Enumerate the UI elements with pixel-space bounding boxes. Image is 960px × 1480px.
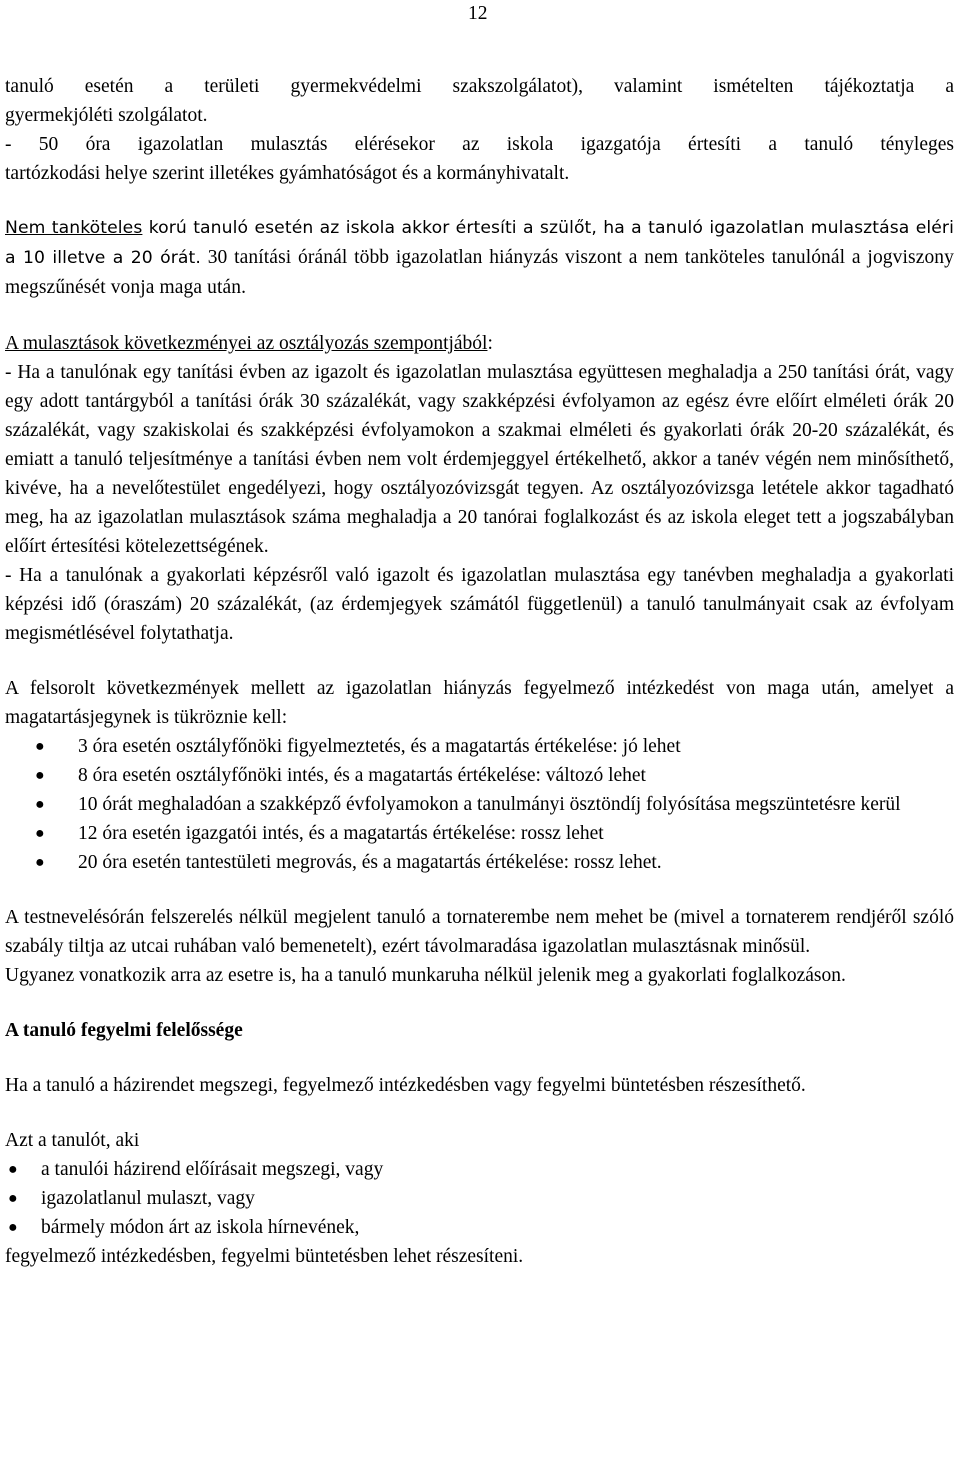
- list-item-text: 8 óra esetén osztályfőnöki intés, és a magatartás értékelése: változó lehet: [78, 765, 646, 786]
- list-item-text: bármely módon árt az iskola hírnevének,: [41, 1217, 360, 1238]
- bullet-icon: ●: [35, 854, 45, 871]
- pe-paragraph-1: A testnevelésórán felszerelés nélkül megjelent tanuló a tornaterembe nem mehet be (mivel a tornaterem rendjéről szóló szabály tiltja az utcai ruhában való bemenetelt), ezért távolmaradása igazolatlan mulasztásnak minősül.: [5, 907, 954, 957]
- text-line: tartózkodási helye szerint illetékes gyámhatóságot és a kormányhivatalt.: [5, 163, 570, 184]
- consequences-paragraph-2: - Ha a tanulónak a gyakorlati képzésről való igazolt és igazolatlan mulasztása egy tanévben meghaladja a gyakorlati képzési idő (óraszám) 20 százalékát, (az érdemjegyek számától függetlenül) a tanuló tanulmányait csak az évfolyam megismétlésével folytathatja.: [5, 565, 954, 644]
- top-paragraph: [5, 72, 954, 188]
- pe-paragraph-2: Ugyanez vonatkozik arra az esetre is, ha a tanuló munkaruha nélkül jelenik meg a gyakorlati foglalkozáson.: [5, 965, 846, 986]
- text-line: tanuló esetén a területi gyermekvédelmi szakszolgálatot), valamint ismételten tájékoztatja a: [5, 76, 954, 97]
- section-heading-underlined: A mulasztások következményei az osztályozás szempontjából: [5, 333, 488, 354]
- non-compulsory-paragraph: [5, 214, 954, 303]
- list-item-text: 3 óra esetén osztályfőnöki figyelmeztetés, és a magatartás értékelése: jó lehet: [78, 736, 681, 757]
- list-item-text: a tanulói házirend előírásait megszegi, vagy: [41, 1159, 384, 1180]
- bullet-icon: ●: [8, 1219, 18, 1236]
- consequences-paragraph-1: - Ha a tanulónak egy tanítási évben az igazolt és igazolatlan mulasztása együttesen meghaladja a 250 tanítási órát, vagy egy adott tantárgyból a tanítási órák 30 százalékát, vagy szakképzési évfolyamon az egész évre előírt elméleti órák 20 százalékát, vagy szakiskolai és szakképzési évfolyamokon a szakmai elméleti és gyakorlati órák 20-20 százalékát, és emiatt a tanuló teljesítménye a tanítási évben nem volt érdemjeggyel értékelhető, akkor a tanév végén nem minősíthető, kivéve, ha a nevelőtestület engedélyezi, hogy osztályozóvizsgát tegyen. Az osztályozóvizsga letétele akkor tagadható meg, ha az igazolatlan mulasztások száma meghaladja a 20 tanórai foglalkozást és az iskola eleget tett a jogszabályban előírt értesítési kötelezettségének.: [5, 362, 954, 557]
- consequences-heading-line: [5, 329, 954, 358]
- responsibility-intro: Azt a tanulót, aki: [5, 1130, 140, 1151]
- document-body: [5, 72, 954, 1271]
- list-item: [5, 790, 954, 819]
- page-number: 12: [468, 3, 488, 24]
- list-item: [5, 819, 954, 848]
- list-item: [5, 1155, 954, 1184]
- responsibility-heading: A tanuló fegyelmi felelőssége: [5, 1020, 243, 1041]
- list-item: [5, 1184, 954, 1213]
- list-item-text: igazolatlanul mulaszt, vagy: [41, 1188, 255, 1209]
- list-item: [5, 761, 954, 790]
- list-item: [5, 1213, 954, 1242]
- bullet-icon: ●: [8, 1190, 18, 1207]
- responsibility-paragraph: Ha a tanuló a házirendet megszegi, fegyelmező intézkedésben vagy fegyelmi büntetésben részesíthető.: [5, 1075, 806, 1096]
- list-item: [5, 732, 954, 761]
- text-line: - 50 óra igazolatlan mulasztás elérésekor az iskola igazgatója értesíti a tanuló tényleges: [5, 134, 954, 155]
- paragraph-text: korú tanuló esetén az iskola akkor értesíti a szülőt, ha a tanuló igazolatlan mulasztása eléri a 10 illetve a 20 órát.: [5, 218, 954, 268]
- bullet-icon: ●: [35, 825, 45, 842]
- underlined-phrase: Nem tanköteles: [5, 218, 143, 238]
- list-item-text: 10 órát meghaladóan a szakképző évfolyamokon a tanulmányi ösztöndíj folyósítása megszüntetésre kerül: [78, 794, 901, 815]
- list-item: [5, 848, 954, 877]
- bullet-icon: ●: [35, 767, 45, 784]
- bullet-icon: ●: [35, 796, 45, 813]
- text-line: gyermekjóléti szolgálatot.: [5, 105, 208, 126]
- responsibility-closing: fegyelmező intézkedésben, fegyelmi büntetésben lehet részesíteni.: [5, 1246, 524, 1267]
- paragraph-text: 30 tanítási óránál több igazolatlan hiányzás viszont a nem tanköteles tanulónál a jogviszony megszűnését vonja maga után.: [5, 247, 955, 298]
- responsibility-list: [5, 1155, 954, 1242]
- disciplinary-list: [5, 732, 954, 877]
- bullet-icon: ●: [8, 1161, 18, 1178]
- list-item-text: 12 óra esetén igazgatói intés, és a magatartás értékelése: rossz lehet: [78, 823, 604, 844]
- list-item-text: 20 óra esetén tantestületi megrovás, és a magatartás értékelése: rossz lehet.: [78, 852, 662, 873]
- bullet-icon: ●: [35, 738, 45, 755]
- disciplinary-intro: A felsorolt következmények mellett az igazolatlan hiányzás fegyelmező intézkedést von maga után, amelyet a magatartásjegynek is tükröznie kell:: [5, 678, 954, 728]
- heading-colon: :: [487, 333, 493, 354]
